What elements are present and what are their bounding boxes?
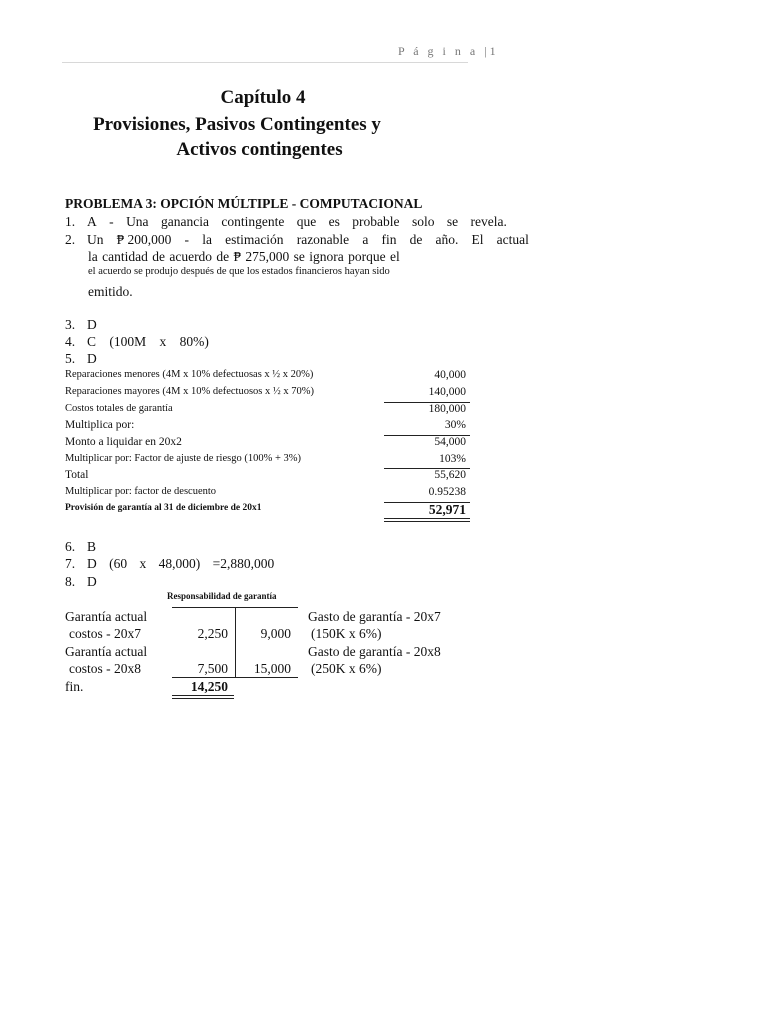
item-text: D xyxy=(87,574,97,589)
word: revela. xyxy=(470,214,507,229)
answer-item-7 xyxy=(65,556,274,572)
item-text: B xyxy=(87,539,97,554)
t-account-title: Responsabilidad de garantía xyxy=(167,591,277,601)
table-row-value: 0.95238 xyxy=(428,486,466,498)
word: solo xyxy=(411,214,435,229)
item-text: D xyxy=(87,351,97,366)
t-right-label: Gasto de garantía - 20x7 xyxy=(308,609,441,624)
answer-item-1 xyxy=(65,214,507,230)
chapter-title: Capítulo 4 xyxy=(220,87,306,108)
word: estimación xyxy=(225,232,284,247)
item-text: C (100M x 80%) xyxy=(87,334,209,349)
table-row-label: Costos totales de garantía xyxy=(65,403,173,414)
item-text: D (60 x 48,000) =2,880,000 xyxy=(87,556,275,571)
word: El xyxy=(471,232,484,247)
word: la xyxy=(202,232,212,247)
t-left-amount: 2,250 xyxy=(197,626,228,641)
word: - xyxy=(184,232,190,247)
t-left-amount: 7,500 xyxy=(197,661,228,676)
word: actual xyxy=(496,232,529,247)
word: ₱ 200,000 xyxy=(116,232,172,247)
item-2-continuation-3: emitido. xyxy=(88,284,133,299)
t-balance-amount: 14,250 xyxy=(190,679,228,694)
item-number: 6. xyxy=(65,539,76,554)
item-number: 7. xyxy=(65,556,76,571)
t-left-label: costos - 20x8 xyxy=(69,661,141,676)
answer-item-3 xyxy=(65,317,97,333)
item-number: 2. xyxy=(65,232,76,247)
problem-heading: PROBLEMA 3: OPCIÓN MÚLTIPLE - COMPUTACIONAL xyxy=(65,196,423,211)
t-right-amount: 9,000 xyxy=(260,626,291,641)
table-total-value: 52,971 xyxy=(428,502,466,517)
table-row-label: Multiplica por: xyxy=(65,419,135,431)
t-left-label: Garantía actual xyxy=(65,644,148,659)
word: - xyxy=(109,214,114,229)
double-underline xyxy=(384,518,470,522)
double-underline xyxy=(172,695,234,699)
word: se xyxy=(446,214,459,229)
t-left-label: fin. xyxy=(65,679,84,694)
page-number: P á g i n a |1 xyxy=(398,44,499,58)
word: Un xyxy=(87,232,104,247)
t-right-amount: 15,000 xyxy=(253,661,291,676)
t-left-label: costos - 20x7 xyxy=(69,626,141,641)
word: es xyxy=(328,214,340,229)
chapter-subtitle-line1: Provisiones, Pasivos Contingentes y xyxy=(93,114,381,135)
t-right-label: (150K x 6%) xyxy=(311,626,382,641)
table-row-value: 54,000 xyxy=(434,436,466,448)
table-row-value: 30% xyxy=(444,419,466,431)
table-row-label: Total xyxy=(65,469,89,481)
answer-item-2 xyxy=(65,232,529,248)
word: fin xyxy=(381,232,397,247)
table-row-value: 180,000 xyxy=(428,403,466,415)
word: que xyxy=(296,214,317,229)
answer-item-4 xyxy=(65,334,209,350)
table-row-label: Reparaciones mayores (4M x 10% defectuosos x ½ x 70%) xyxy=(65,386,315,397)
table-row-value: 103% xyxy=(439,453,466,465)
item-text xyxy=(87,214,507,230)
table-row-label: Monto a liquidar en 20x2 xyxy=(65,436,182,448)
answer-item-6 xyxy=(65,539,96,555)
table-row-label: Reparaciones menores (4M x 10% defectuosas x ½ x 20%) xyxy=(65,369,314,380)
item-number: 4. xyxy=(65,334,76,349)
table-row-value: 140,000 xyxy=(428,386,466,398)
t-account-bottom-rule xyxy=(172,677,298,678)
item-number: 8. xyxy=(65,574,76,589)
t-right-label: Gasto de garantía - 20x8 xyxy=(308,644,441,659)
item-number: 1. xyxy=(65,214,76,229)
word: A xyxy=(87,214,97,229)
item-number: 3. xyxy=(65,317,76,332)
word: de xyxy=(409,232,423,247)
table-row-label: Multiplicar por: factor de descuento xyxy=(65,486,217,497)
word: probable xyxy=(352,214,400,229)
table-row-label: Provisión de garantía al 31 de diciembre de 20x1 xyxy=(65,503,262,513)
item-2-continuation-1: la cantidad de acuerdo de ₱ 275,000 se ignora porque el xyxy=(88,249,400,264)
word: ganancia xyxy=(160,214,209,229)
table-row-label: Multiplicar por: Factor de ajuste de riesgo (100% + 3%) xyxy=(65,453,301,464)
item-text xyxy=(87,232,529,248)
word: contingente xyxy=(221,214,285,229)
table-row-value: 40,000 xyxy=(434,369,466,381)
word: a xyxy=(362,232,369,247)
t-right-label: (250K x 6%) xyxy=(311,661,382,676)
item-text: D xyxy=(87,317,97,332)
item-number: 5. xyxy=(65,351,76,366)
word: año. xyxy=(435,232,459,247)
word: razonable xyxy=(296,232,350,247)
header-divider xyxy=(62,62,468,63)
item-2-continuation-2: el acuerdo se produjo después de que los estados financieros hayan sido xyxy=(88,266,390,277)
t-left-label: Garantía actual xyxy=(65,609,148,624)
answer-item-5 xyxy=(65,351,97,367)
word: Una xyxy=(126,214,149,229)
chapter-subtitle-line2: Activos contingentes xyxy=(176,139,343,160)
table-row-value: 55,620 xyxy=(434,469,466,481)
answer-item-8 xyxy=(65,574,97,590)
